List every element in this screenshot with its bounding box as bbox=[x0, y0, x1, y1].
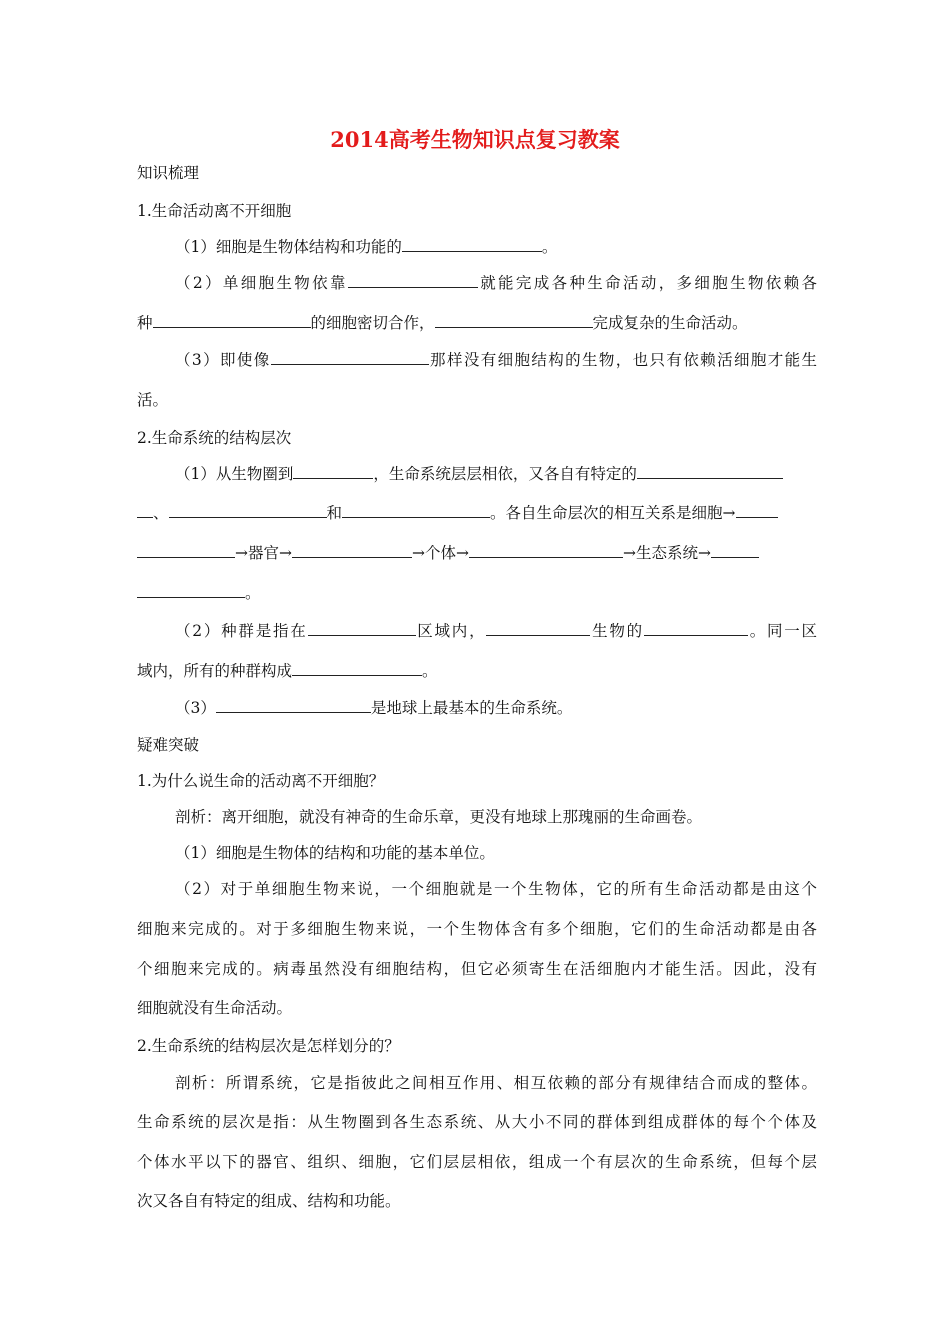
analysis-paragraph-cont: 细胞就没有生命活动。 bbox=[137, 999, 293, 1017]
section-heading: 知识梳理 bbox=[137, 164, 200, 182]
blank-line bbox=[435, 313, 593, 328]
blank-line bbox=[644, 621, 748, 636]
blank-line bbox=[348, 273, 478, 288]
fill-in-item: （3）即使像 那样没有细胞结构的生物，也只有依赖活细胞才能生 bbox=[175, 351, 817, 369]
fill-in-item-cont: 活。 bbox=[137, 391, 169, 409]
blank-line bbox=[153, 313, 311, 328]
blank-line bbox=[308, 621, 416, 636]
fill-in-item-cont: 域内，所有的种群构成 。 bbox=[137, 662, 438, 680]
blank-line bbox=[402, 237, 542, 252]
blank-line bbox=[486, 621, 590, 636]
analysis-paragraph: （2）对于单细胞生物来说，一个细胞就是一个生物体，它的所有生命活动都是由这个 bbox=[175, 880, 817, 898]
question-heading: 1.为什么说生命的活动离不开细胞？ bbox=[137, 772, 385, 790]
blank-line bbox=[293, 464, 373, 479]
subsection-heading: 1.生命活动离不开细胞 bbox=[137, 202, 292, 220]
analysis-paragraph: （1）细胞是生物体的结构和功能的基本单位。 bbox=[175, 844, 495, 862]
blank-line bbox=[342, 503, 490, 518]
analysis-paragraph-cont: 生命系统的层次是指：从生物圈到各生态系统、从大小不同的群体到组成群体的每个个体及 bbox=[137, 1113, 817, 1131]
fill-in-item-cont: 。 bbox=[137, 583, 817, 603]
section-heading: 疑难突破 bbox=[137, 736, 200, 754]
blank-line bbox=[637, 464, 783, 479]
analysis-paragraph-cont: 次又各自有特定的组成、结构和功能。 bbox=[137, 1192, 401, 1210]
analysis-paragraph-cont: 细胞来完成的。对于多细胞生物来说，一个生物体含有多个细胞，它们的生命活动都是由各 bbox=[137, 920, 817, 938]
blank-line bbox=[292, 661, 422, 676]
blank-line bbox=[169, 503, 327, 518]
analysis-paragraph: 剖析：所谓系统，它是指彼此之间相互作用、相互依赖的部分有规律结合而成的整体。 bbox=[175, 1074, 817, 1092]
fill-in-item: （1）从生物圈到 ，生命系统层层相依，又各自有特定的 bbox=[175, 464, 817, 484]
analysis-paragraph-cont: 个细胞来完成的。病毒虽然没有细胞结构，但它必须寄生在活细胞内才能生活。因此，没有 bbox=[137, 960, 817, 978]
analysis-paragraph-cont: 个体水平以下的器官、组织、细胞，它们层层相依，组成一个有层次的生命系统，但每个层 bbox=[137, 1153, 817, 1171]
blank-line bbox=[137, 503, 153, 518]
document-title: 2014高考生物知识点复习教案 bbox=[330, 127, 620, 152]
blank-line bbox=[137, 583, 245, 598]
subsection-heading: 2.生命系统的结构层次 bbox=[137, 429, 292, 447]
fill-in-item: （1）细胞是生物体结构和功能的 。 bbox=[175, 238, 558, 256]
blank-line bbox=[292, 543, 412, 558]
fill-in-item-cont: 种 的细胞密切合作， 完成复杂的生命活动。 bbox=[137, 314, 748, 332]
blank-line bbox=[216, 698, 371, 713]
fill-in-item: （3） 是地球上最基本的生命系统。 bbox=[175, 699, 573, 717]
fill-in-item-cont: →器官→ →个体→ →生态系统→ bbox=[137, 543, 817, 563]
fill-in-item: （2）单细胞生物依靠 就能完成各种生命活动，多细胞生物依赖各 bbox=[175, 274, 817, 292]
blank-line bbox=[469, 543, 623, 558]
blank-line bbox=[271, 350, 429, 365]
analysis-paragraph: 剖析：离开细胞，就没有神奇的生命乐章，更没有地球上那瑰丽的生命画卷。 bbox=[175, 808, 703, 826]
fill-in-item: （2）种群是指在 区域内， 生物的 。同一区 bbox=[175, 622, 817, 640]
blank-line bbox=[736, 503, 778, 518]
blank-line bbox=[137, 543, 235, 558]
question-heading: 2.生命系统的结构层次是怎样划分的？ bbox=[137, 1037, 400, 1055]
blank-line bbox=[711, 543, 759, 558]
fill-in-item-cont: 、 和 。各自生命层次的相互关系是细胞→ bbox=[137, 503, 817, 523]
